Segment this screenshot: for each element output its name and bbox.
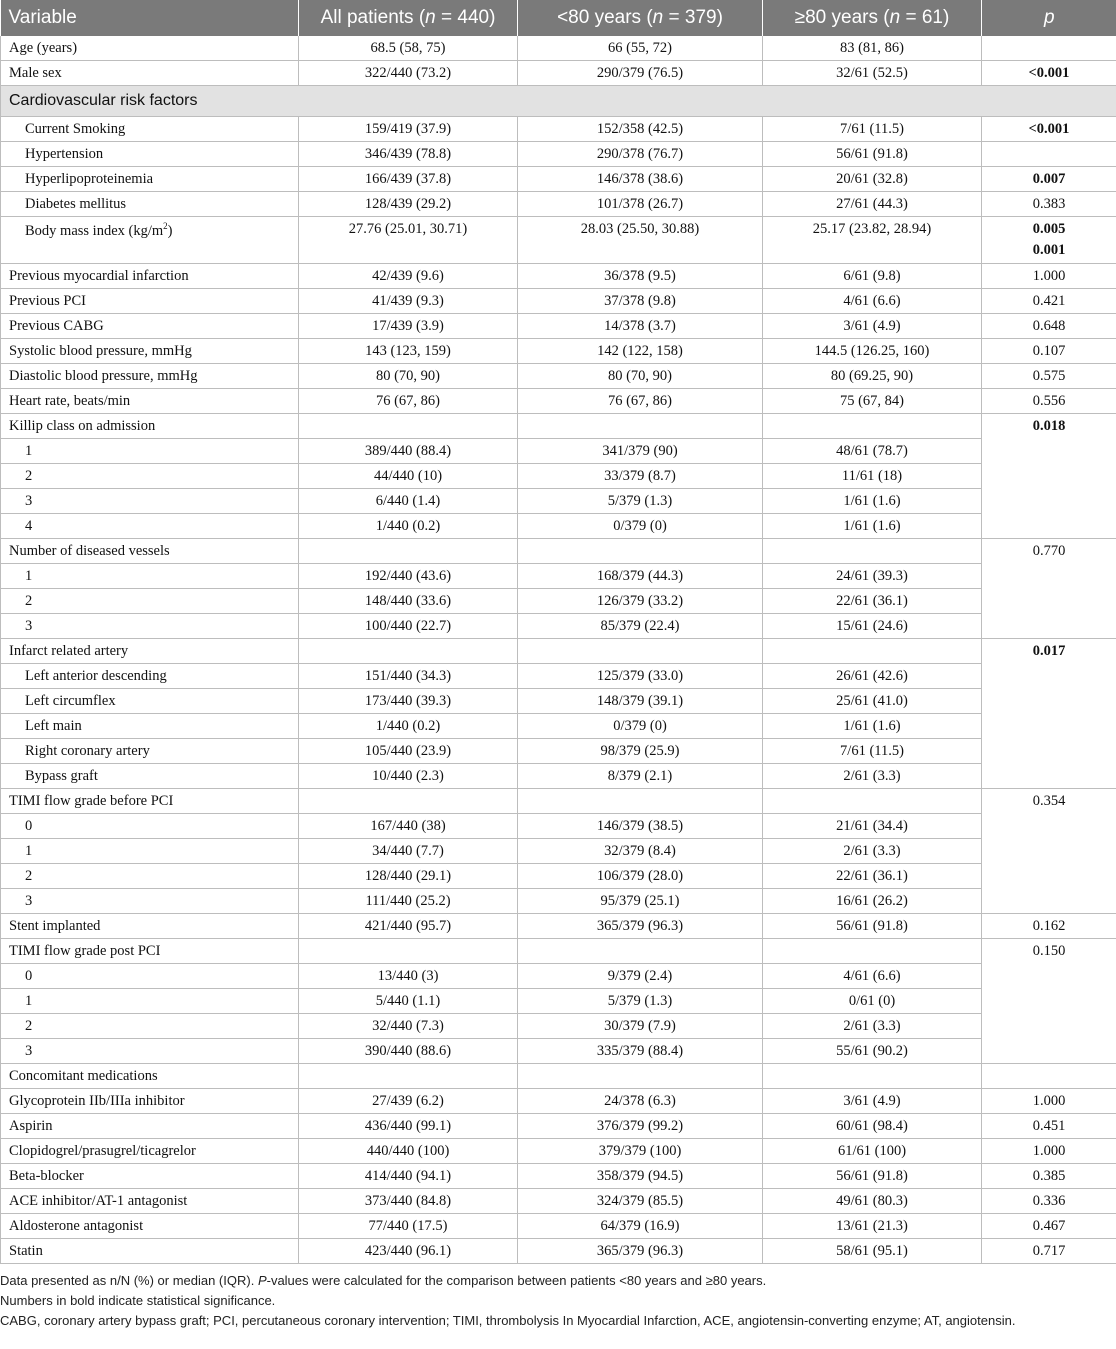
value-all: 346/439 (78.8) — [299, 142, 518, 167]
value-ge80: 58/61 (95.1) — [763, 1239, 982, 1264]
table-row — [1, 192, 1116, 217]
value-ge80: 56/61 (91.8) — [763, 142, 982, 167]
value-all: 128/440 (29.1) — [299, 864, 518, 889]
table-row — [1, 639, 1116, 664]
value-lt80: 335/379 (88.4) — [518, 1039, 763, 1064]
p-value: 0.336 — [982, 1189, 1116, 1214]
value-all: 128/439 (29.2) — [299, 192, 518, 217]
value-ge80: 2/61 (3.3) — [763, 1014, 982, 1039]
value-ge80: 61/61 (100) — [763, 1139, 982, 1164]
value-lt80 — [518, 639, 763, 664]
value-all: 322/440 (73.2) — [299, 61, 518, 86]
value-lt80: 80 (70, 90) — [518, 364, 763, 389]
table-row — [1, 864, 1116, 889]
table-row — [1, 36, 1116, 61]
value-ge80: 16/61 (26.2) — [763, 889, 982, 914]
value-all: 17/439 (3.9) — [299, 314, 518, 339]
variable-label: 1 — [1, 839, 299, 864]
variable-label: 2 — [1, 864, 299, 889]
value-all: 159/419 (37.9) — [299, 117, 518, 142]
header-all-patients: All patients (n = 440) — [299, 0, 518, 36]
table-row — [1, 839, 1116, 864]
p-value: 0.007 — [982, 167, 1116, 192]
value-lt80 — [518, 789, 763, 814]
header-under-80: <80 years (n = 379) — [518, 0, 763, 36]
value-ge80: 60/61 (98.4) — [763, 1114, 982, 1139]
variable-label: TIMI flow grade post PCI — [1, 939, 299, 964]
p-value: 1.000 — [982, 1089, 1116, 1114]
value-all: 77/440 (17.5) — [299, 1214, 518, 1239]
p-value: 0.107 — [982, 339, 1116, 364]
p-value: 0.005 0.001 — [982, 217, 1116, 264]
value-ge80: 4/61 (6.6) — [763, 289, 982, 314]
value-lt80: 32/379 (8.4) — [518, 839, 763, 864]
table-row — [1, 167, 1116, 192]
value-ge80: 144.5 (126.25, 160) — [763, 339, 982, 364]
value-lt80: 142 (122, 158) — [518, 339, 763, 364]
variable-label: Concomitant medications — [1, 1064, 299, 1089]
value-lt80: 146/379 (38.5) — [518, 814, 763, 839]
variable-label: Killip class on admission — [1, 414, 299, 439]
value-all: 13/440 (3) — [299, 964, 518, 989]
p-value: 0.770 — [982, 539, 1116, 639]
table-row — [1, 1239, 1116, 1264]
value-ge80: 27/61 (44.3) — [763, 192, 982, 217]
value-lt80: 379/379 (100) — [518, 1139, 763, 1164]
value-lt80: 376/379 (99.2) — [518, 1114, 763, 1139]
p-value: 0.648 — [982, 314, 1116, 339]
value-ge80: 15/61 (24.6) — [763, 614, 982, 639]
value-ge80: 1/61 (1.6) — [763, 714, 982, 739]
variable-label: 1 — [1, 439, 299, 464]
value-ge80: 13/61 (21.3) — [763, 1214, 982, 1239]
value-all: 423/440 (96.1) — [299, 1239, 518, 1264]
value-lt80 — [518, 939, 763, 964]
value-ge80: 21/61 (34.4) — [763, 814, 982, 839]
p-value: 1.000 — [982, 1139, 1116, 1164]
variable-label: 2 — [1, 1014, 299, 1039]
value-lt80: 101/378 (26.7) — [518, 192, 763, 217]
value-all — [299, 1064, 518, 1089]
p-value: 0.383 — [982, 192, 1116, 217]
value-ge80: 2/61 (3.3) — [763, 764, 982, 789]
variable-label: Glycoprotein IIb/IIIa inhibitor — [1, 1089, 299, 1114]
table-row — [1, 1014, 1116, 1039]
value-all: 105/440 (23.9) — [299, 739, 518, 764]
table-row — [1, 364, 1116, 389]
value-lt80: 324/379 (85.5) — [518, 1189, 763, 1214]
table-row — [1, 86, 1116, 117]
variable-label: Bypass graft — [1, 764, 299, 789]
value-lt80: 37/378 (9.8) — [518, 289, 763, 314]
table-footnotes — [0, 1271, 1110, 1331]
p-value: 0.717 — [982, 1239, 1116, 1264]
table-row — [1, 389, 1116, 414]
variable-label: Stent implanted — [1, 914, 299, 939]
variable-label: Left circumflex — [1, 689, 299, 714]
table-row — [1, 764, 1116, 789]
p-value — [982, 1064, 1116, 1089]
value-all: 167/440 (38) — [299, 814, 518, 839]
value-lt80: 8/379 (2.1) — [518, 764, 763, 789]
value-ge80 — [763, 789, 982, 814]
footnote-abbreviations: CABG, coronary artery bypass graft; PCI, percutaneous coronary intervention; TIMI, thrombolysis In Myocardial Infarction, ACE, angiotensin-converting enzyme; AT, angiotensin. — [0, 1313, 1016, 1328]
footnote-bold-significance: Numbers in bold indicate statistical significance. — [0, 1293, 276, 1308]
value-lt80: 28.03 (25.50, 30.88) — [518, 217, 763, 264]
variable-label: ACE inhibitor/AT-1 antagonist — [1, 1189, 299, 1214]
value-lt80: 168/379 (44.3) — [518, 564, 763, 589]
variable-label: Current Smoking — [1, 117, 299, 142]
variable-label: Left anterior descending — [1, 664, 299, 689]
value-ge80: 11/61 (18) — [763, 464, 982, 489]
section-heading: Cardiovascular risk factors — [1, 86, 1116, 117]
value-ge80: 4/61 (6.6) — [763, 964, 982, 989]
value-lt80: 290/378 (76.7) — [518, 142, 763, 167]
table-row — [1, 1164, 1116, 1189]
table-row — [1, 664, 1116, 689]
table-row — [1, 539, 1116, 564]
value-lt80: 290/379 (76.5) — [518, 61, 763, 86]
p-value: 0.467 — [982, 1214, 1116, 1239]
value-ge80: 56/61 (91.8) — [763, 914, 982, 939]
value-lt80: 33/379 (8.7) — [518, 464, 763, 489]
footnote-data-presentation: Data presented as n/N (%) or median (IQR). P-values were calculated for the comparison between patients <80 years and ≥80 years. — [0, 1273, 767, 1288]
value-all: 148/440 (33.6) — [299, 589, 518, 614]
table-row — [1, 589, 1116, 614]
value-ge80 — [763, 1064, 982, 1089]
table-row — [1, 814, 1116, 839]
variable-label: Previous myocardial infarction — [1, 264, 299, 289]
variable-label: Statin — [1, 1239, 299, 1264]
table-row — [1, 514, 1116, 539]
table-row — [1, 739, 1116, 764]
value-ge80: 7/61 (11.5) — [763, 739, 982, 764]
p-value: 0.018 — [982, 414, 1116, 539]
value-ge80: 48/61 (78.7) — [763, 439, 982, 464]
variable-label: 0 — [1, 814, 299, 839]
value-ge80: 6/61 (9.8) — [763, 264, 982, 289]
variable-label: Diabetes mellitus — [1, 192, 299, 217]
variable-label: 1 — [1, 989, 299, 1014]
variable-label: Age (years) — [1, 36, 299, 61]
value-lt80: 148/379 (39.1) — [518, 689, 763, 714]
header-p-value: p — [982, 0, 1116, 36]
value-ge80 — [763, 539, 982, 564]
value-lt80: 98/379 (25.9) — [518, 739, 763, 764]
value-ge80: 49/61 (80.3) — [763, 1189, 982, 1214]
header-variable: Variable — [1, 0, 299, 36]
table-row — [1, 142, 1116, 167]
p-value: 0.354 — [982, 789, 1116, 914]
header-80-and-over: ≥80 years (n = 61) — [763, 0, 982, 36]
p-value — [982, 36, 1116, 61]
value-lt80: 64/379 (16.9) — [518, 1214, 763, 1239]
value-all: 414/440 (94.1) — [299, 1164, 518, 1189]
value-all — [299, 789, 518, 814]
table-row — [1, 1214, 1116, 1239]
value-lt80 — [518, 414, 763, 439]
header-row — [1, 0, 1116, 36]
value-all — [299, 939, 518, 964]
value-ge80: 22/61 (36.1) — [763, 589, 982, 614]
value-all: 68.5 (58, 75) — [299, 36, 518, 61]
variable-label: Previous CABG — [1, 314, 299, 339]
value-lt80: 0/379 (0) — [518, 514, 763, 539]
value-lt80: 341/379 (90) — [518, 439, 763, 464]
table-row — [1, 61, 1116, 86]
variable-label: Number of diseased vessels — [1, 539, 299, 564]
value-ge80: 75 (67, 84) — [763, 389, 982, 414]
table-row — [1, 914, 1116, 939]
value-ge80: 1/61 (1.6) — [763, 514, 982, 539]
value-lt80: 5/379 (1.3) — [518, 989, 763, 1014]
value-lt80: 152/358 (42.5) — [518, 117, 763, 142]
variable-label: 3 — [1, 1039, 299, 1064]
p-value: <0.001 — [982, 117, 1116, 142]
value-ge80 — [763, 414, 982, 439]
value-all: 440/440 (100) — [299, 1139, 518, 1164]
value-lt80: 125/379 (33.0) — [518, 664, 763, 689]
variable-label: Infarct related artery — [1, 639, 299, 664]
variable-label: 2 — [1, 464, 299, 489]
value-all — [299, 639, 518, 664]
value-lt80: 358/379 (94.5) — [518, 1164, 763, 1189]
value-all — [299, 414, 518, 439]
value-ge80 — [763, 939, 982, 964]
value-all: 436/440 (99.1) — [299, 1114, 518, 1139]
value-lt80: 24/378 (6.3) — [518, 1089, 763, 1114]
value-lt80: 106/379 (28.0) — [518, 864, 763, 889]
table-row — [1, 1089, 1116, 1114]
variable-label: Hypertension — [1, 142, 299, 167]
variable-label: 1 — [1, 564, 299, 589]
variable-label: Hyperlipoproteinemia — [1, 167, 299, 192]
value-all: 389/440 (88.4) — [299, 439, 518, 464]
variable-label: 3 — [1, 489, 299, 514]
value-ge80: 20/61 (32.8) — [763, 167, 982, 192]
value-lt80: 76 (67, 86) — [518, 389, 763, 414]
value-all: 32/440 (7.3) — [299, 1014, 518, 1039]
value-all: 100/440 (22.7) — [299, 614, 518, 639]
value-lt80: 126/379 (33.2) — [518, 589, 763, 614]
table-row — [1, 217, 1116, 264]
table-row — [1, 1189, 1116, 1214]
table-row — [1, 1139, 1116, 1164]
table-row — [1, 264, 1116, 289]
value-all: 1/440 (0.2) — [299, 714, 518, 739]
table-row — [1, 289, 1116, 314]
variable-label: Systolic blood pressure, mmHg — [1, 339, 299, 364]
p-value: 0.017 — [982, 639, 1116, 789]
value-ge80: 32/61 (52.5) — [763, 61, 982, 86]
value-lt80: 5/379 (1.3) — [518, 489, 763, 514]
value-ge80: 25/61 (41.0) — [763, 689, 982, 714]
table-row — [1, 314, 1116, 339]
table-row — [1, 464, 1116, 489]
value-lt80: 9/379 (2.4) — [518, 964, 763, 989]
value-ge80: 0/61 (0) — [763, 989, 982, 1014]
value-ge80: 25.17 (23.82, 28.94) — [763, 217, 982, 264]
variable-label: Clopidogrel/prasugrel/ticagrelor — [1, 1139, 299, 1164]
table-row — [1, 1039, 1116, 1064]
value-ge80: 3/61 (4.9) — [763, 1089, 982, 1114]
p-value: 1.000 — [982, 264, 1116, 289]
variable-label: Diastolic blood pressure, mmHg — [1, 364, 299, 389]
value-all: 41/439 (9.3) — [299, 289, 518, 314]
variable-label: 0 — [1, 964, 299, 989]
variable-label: 3 — [1, 889, 299, 914]
value-all: 10/440 (2.3) — [299, 764, 518, 789]
value-all: 151/440 (34.3) — [299, 664, 518, 689]
value-ge80: 22/61 (36.1) — [763, 864, 982, 889]
variable-label: Right coronary artery — [1, 739, 299, 764]
table-row — [1, 414, 1116, 439]
value-ge80: 1/61 (1.6) — [763, 489, 982, 514]
variable-label: Male sex — [1, 61, 299, 86]
variable-label: Body mass index $(kg/m^2)$ — [1, 217, 299, 264]
p-value — [982, 142, 1116, 167]
p-value: 0.451 — [982, 1114, 1116, 1139]
value-ge80: 26/61 (42.6) — [763, 664, 982, 689]
p-value: 0.150 — [982, 939, 1116, 1064]
p-value: <0.001 — [982, 61, 1116, 86]
variable-label: Left main — [1, 714, 299, 739]
value-lt80: 365/379 (96.3) — [518, 914, 763, 939]
table-row — [1, 989, 1116, 1014]
variable-label: Heart rate, beats/min — [1, 389, 299, 414]
variable-label: 3 — [1, 614, 299, 639]
value-all: 42/439 (9.6) — [299, 264, 518, 289]
p-value: 0.421 — [982, 289, 1116, 314]
table-row — [1, 1114, 1116, 1139]
value-all: 373/440 (84.8) — [299, 1189, 518, 1214]
value-all — [299, 539, 518, 564]
value-all: 76 (67, 86) — [299, 389, 518, 414]
value-all: 80 (70, 90) — [299, 364, 518, 389]
p-value: 0.575 — [982, 364, 1116, 389]
variable-label: Aspirin — [1, 1114, 299, 1139]
table-row — [1, 1064, 1116, 1089]
variable-label: Beta-blocker — [1, 1164, 299, 1189]
value-all: 143 (123, 159) — [299, 339, 518, 364]
value-all: 1/440 (0.2) — [299, 514, 518, 539]
table-row — [1, 689, 1116, 714]
value-ge80: 55/61 (90.2) — [763, 1039, 982, 1064]
variable-label: 2 — [1, 589, 299, 614]
value-lt80: 365/379 (96.3) — [518, 1239, 763, 1264]
value-all: 192/440 (43.6) — [299, 564, 518, 589]
value-all: 390/440 (88.6) — [299, 1039, 518, 1064]
table-row — [1, 564, 1116, 589]
value-ge80: 83 (81, 86) — [763, 36, 982, 61]
value-lt80: 30/379 (7.9) — [518, 1014, 763, 1039]
p-value: 0.162 — [982, 914, 1116, 939]
value-lt80: 0/379 (0) — [518, 714, 763, 739]
table-row — [1, 714, 1116, 739]
table-row — [1, 964, 1116, 989]
table-row — [1, 489, 1116, 514]
value-lt80: 66 (55, 72) — [518, 36, 763, 61]
table-row — [1, 614, 1116, 639]
value-all: 166/439 (37.8) — [299, 167, 518, 192]
value-lt80: 36/378 (9.5) — [518, 264, 763, 289]
value-lt80: 95/379 (25.1) — [518, 889, 763, 914]
value-lt80: 85/379 (22.4) — [518, 614, 763, 639]
value-ge80: 7/61 (11.5) — [763, 117, 982, 142]
table-row — [1, 339, 1116, 364]
table-row — [1, 889, 1116, 914]
variable-label: Previous PCI — [1, 289, 299, 314]
table-row — [1, 789, 1116, 814]
value-all: 5/440 (1.1) — [299, 989, 518, 1014]
value-ge80: 56/61 (91.8) — [763, 1164, 982, 1189]
p-value: 0.385 — [982, 1164, 1116, 1189]
value-all: 111/440 (25.2) — [299, 889, 518, 914]
value-lt80: 14/378 (3.7) — [518, 314, 763, 339]
p-value: 0.556 — [982, 389, 1116, 414]
value-lt80 — [518, 1064, 763, 1089]
value-lt80: 146/378 (38.6) — [518, 167, 763, 192]
value-all: 27.76 (25.01, 30.71) — [299, 217, 518, 264]
value-all: 27/439 (6.2) — [299, 1089, 518, 1114]
value-all: 34/440 (7.7) — [299, 839, 518, 864]
value-all: 44/440 (10) — [299, 464, 518, 489]
table-row — [1, 939, 1116, 964]
value-ge80: 80 (69.25, 90) — [763, 364, 982, 389]
value-all: 173/440 (39.3) — [299, 689, 518, 714]
table-row — [1, 439, 1116, 464]
value-all: 421/440 (95.7) — [299, 914, 518, 939]
table-row — [1, 117, 1116, 142]
variable-label: Aldosterone antagonist — [1, 1214, 299, 1239]
value-ge80: 24/61 (39.3) — [763, 564, 982, 589]
variable-label: 4 — [1, 514, 299, 539]
variable-label: TIMI flow grade before PCI — [1, 789, 299, 814]
value-ge80: 3/61 (4.9) — [763, 314, 982, 339]
value-all: 6/440 (1.4) — [299, 489, 518, 514]
value-ge80 — [763, 639, 982, 664]
value-lt80 — [518, 539, 763, 564]
value-ge80: 2/61 (3.3) — [763, 839, 982, 864]
table-body — [1, 36, 1116, 1264]
